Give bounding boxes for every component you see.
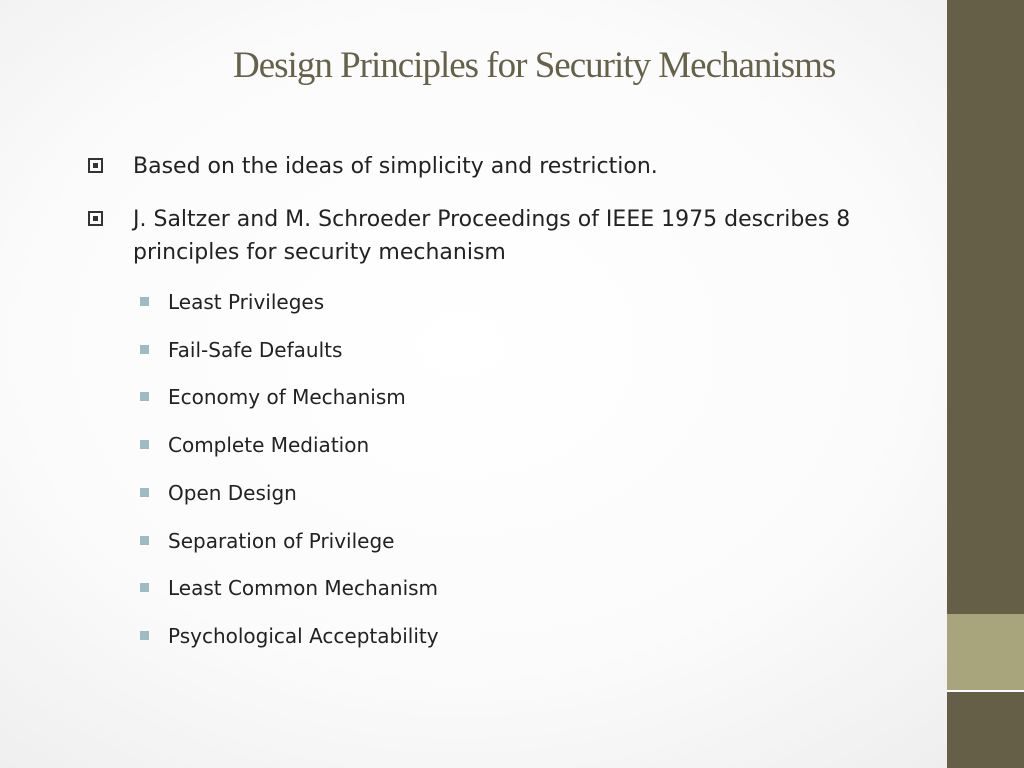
square-bullet-icon [140,536,149,545]
principle-text: Separation of Privilege [168,529,395,553]
principle-item [138,527,838,555]
bullet-item [88,150,958,183]
principle-text: Least Common Mechanism [168,576,439,600]
principle-item [138,622,838,650]
bullet-text: Based on the ideas of simplicity and restriction. [133,154,658,179]
square-bullet-icon [140,297,149,306]
principle-item [138,479,838,507]
principle-item [138,431,838,459]
sidebar-accent-block [947,614,1024,690]
square-bullet-icon [140,488,149,497]
principle-text: Fail-Safe Defaults [168,338,343,362]
bullet-text: J. Saltzer and M. Schroeder Proceedings of IEEE 1975 describes 8 principles for security mechanism [133,207,851,265]
principle-text: Open Design [168,481,297,505]
square-bullet-icon [140,631,149,640]
principle-item [138,288,838,316]
boxed-square-bullet-icon [88,211,103,226]
principle-text: Psychological Acceptability [168,624,439,648]
principle-item [138,574,838,602]
bullet-item [88,203,958,269]
square-bullet-icon [140,392,149,401]
slide-title: Design Principles for Security Mechanisms [233,45,836,86]
principle-item [138,383,838,411]
boxed-square-bullet-icon [88,158,103,173]
principle-text: Least Privileges [168,290,325,314]
principle-text: Economy of Mechanism [168,385,406,409]
sidebar-divider [947,690,1024,692]
square-bullet-icon [140,440,149,449]
principle-text: Complete Mediation [168,433,370,457]
square-bullet-icon [140,345,149,354]
square-bullet-icon [140,583,149,592]
principle-item [138,336,838,364]
